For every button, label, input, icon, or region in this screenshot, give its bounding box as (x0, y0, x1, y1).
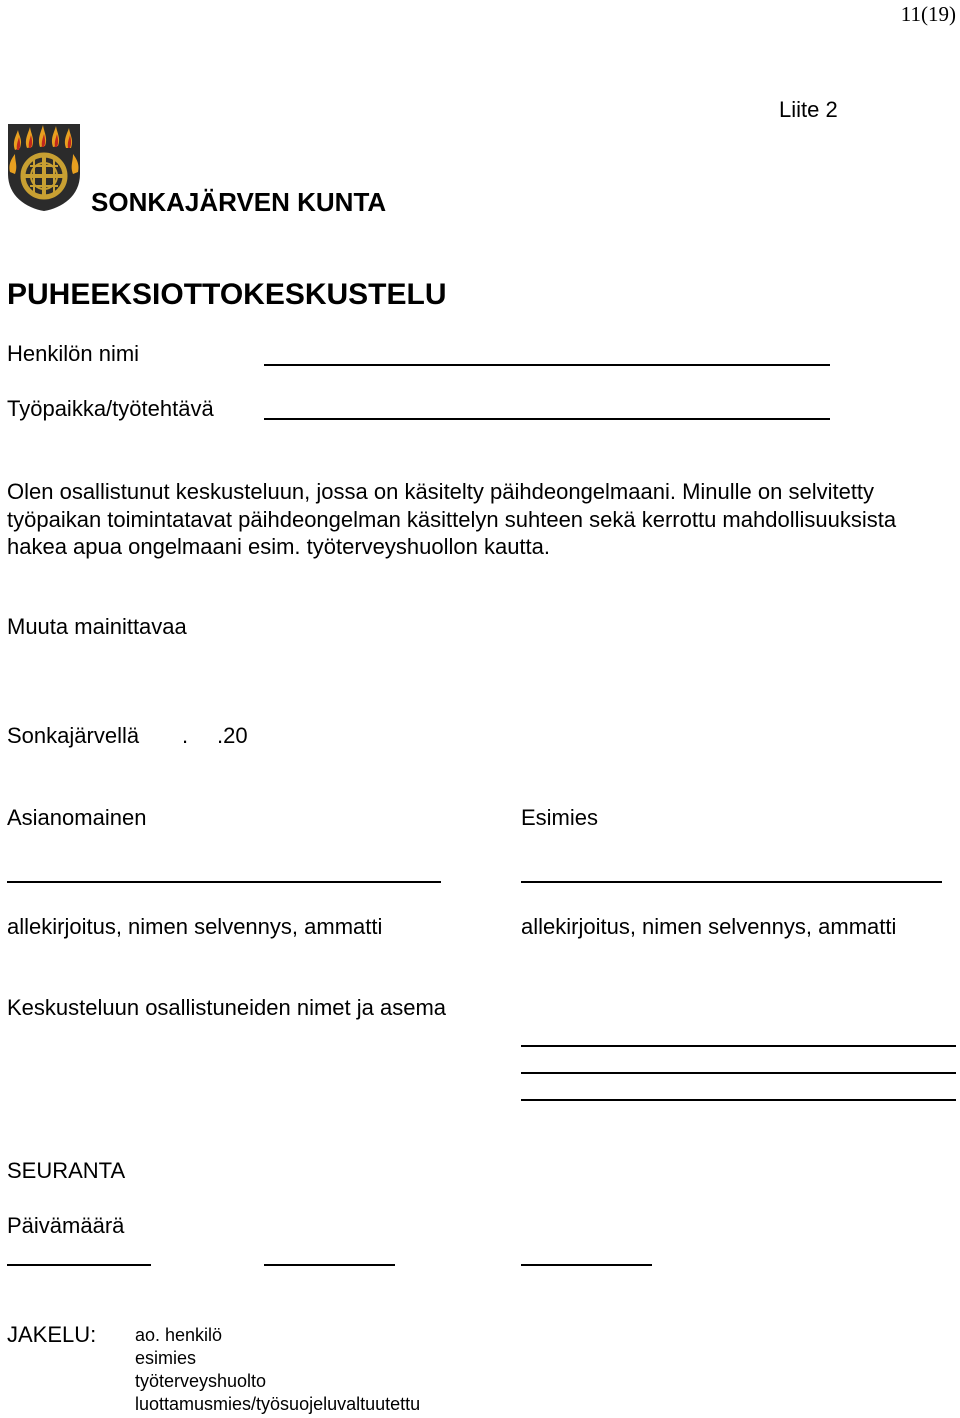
distribution-list (135, 1324, 420, 1416)
distribution-label: JAKELU: (7, 1322, 97, 1347)
participant-line-3[interactable] (521, 1099, 956, 1101)
participants-label: Keskusteluun osallistuneiden nimet ja asema (7, 995, 447, 1020)
statement-paragraph: Olen osallistunut keskusteluun, jossa on käsitelty päihdeongelmaani. Minulle on selvitetty työpaikan toimintatavat päihdeongelman käsittelyn suhteen sekä kerrottu mahdollisuuksista hakea apua ongelmaani esim. työterveyshuollon kautta. (7, 479, 897, 559)
participant-line-2[interactable] (521, 1072, 956, 1074)
signature-right-title: Esimies (521, 805, 599, 830)
form-title: PUHEEKSIOTTOKESKUSTELU (7, 278, 447, 311)
signature-right-line[interactable] (521, 881, 942, 883)
page-number: 11(19) (900, 2, 956, 26)
signature-left-caption: allekirjoitus, nimen selvennys, ammatti (7, 914, 383, 939)
workplace-line[interactable] (264, 418, 830, 420)
distribution-item: esimies (135, 1348, 197, 1368)
date-day-separator: . (182, 723, 189, 748)
followup-date-label: Päivämäärä (7, 1213, 125, 1238)
signature-left-title: Asianomainen (7, 805, 147, 830)
signature-right-caption: allekirjoitus, nimen selvennys, ammatti (521, 914, 897, 939)
organization-name: SONKAJÄRVEN KUNTA (91, 187, 387, 217)
participant-line-1[interactable] (521, 1045, 956, 1047)
date-year-field: .20 (217, 723, 248, 748)
workplace-label: Työpaikka/työtehtävä (7, 396, 214, 421)
followup-date-line-2[interactable] (264, 1264, 395, 1266)
signature-left-line[interactable] (7, 881, 441, 883)
place-label: Sonkajärvellä (7, 723, 140, 748)
person-name-line[interactable] (264, 364, 830, 366)
followup-date-line-3[interactable] (521, 1264, 652, 1266)
person-name-label: Henkilön nimi (7, 341, 140, 366)
other-notes-label: Muuta mainittavaa (7, 614, 187, 639)
distribution-item: ao. henkilö (135, 1325, 223, 1345)
followup-title: SEURANTA (7, 1158, 126, 1183)
coat-of-arms-icon (6, 122, 82, 212)
distribution-item: työterveyshuolto (135, 1371, 267, 1391)
attachment-label: Liite 2 (779, 97, 838, 122)
distribution-item: luottamusmies/työsuojeluvaltuutettu (135, 1394, 421, 1414)
followup-date-line-1[interactable] (7, 1264, 151, 1266)
